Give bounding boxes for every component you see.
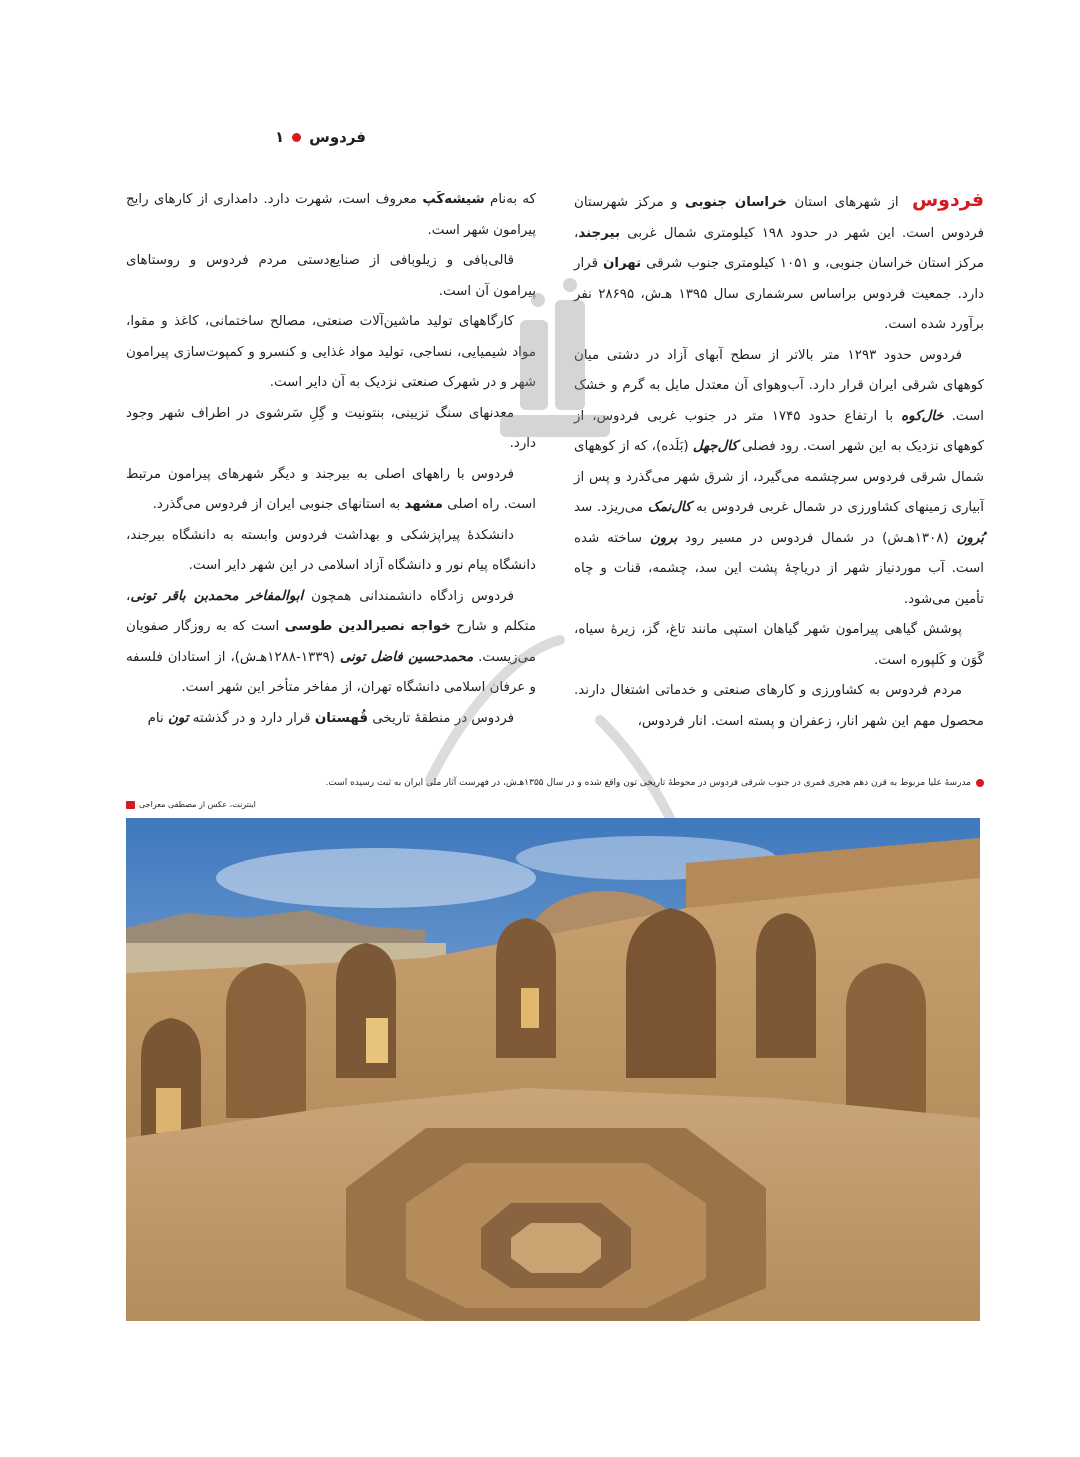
paragraph	[126, 582, 536, 704]
running-header	[126, 124, 366, 150]
italic-term: بُرون	[956, 530, 985, 546]
paragraph	[126, 460, 536, 521]
paragraph	[574, 615, 984, 676]
bold-term: مشهد	[404, 497, 443, 512]
page-number: ۱	[274, 128, 285, 146]
paragraph	[574, 676, 984, 737]
left-text-column	[126, 185, 536, 734]
text-run: و مرکز شهرستان فردوس است. این شهر در حدود ۱۹۸ کیلومتری شمال غربی	[574, 195, 984, 241]
text-run: با ارتفاع حدود ۱۷۴۵ متر در جنوب غربی فردوس، از کوههای نزدیک به این شهر است. رود فصلی	[574, 408, 984, 454]
bold-term: خراسان جنوبی	[684, 195, 787, 210]
text-run: معدنهای سنگ تزیینی، بنتونیت و گِلِ سَرشوی در اطراف شهر وجود دارد.	[126, 405, 536, 451]
text-run: است که به روزگار صفویان می‌زیست.	[126, 619, 536, 665]
text-run: ، مرکز استان خراسان جنوبی، و ۱۰۵۱ کیلومتری جنوب شرقی	[574, 225, 985, 271]
paragraph	[126, 521, 536, 582]
italic-term: برون	[649, 530, 678, 546]
text-run: نام	[147, 710, 168, 726]
italic-term: کال‌جهل	[692, 439, 738, 454]
text-run: پوشش گیاهی پیرامون شهر گیاهان استپی مانند تاغ، گز، زیرهٔ سیاه، گَوَن و کَلپوره است.	[574, 622, 984, 668]
text-run: قرار دارد و در گذشته	[188, 710, 315, 726]
entry-headword: فردوس	[911, 189, 985, 211]
italic-term: خال‌کوه	[901, 408, 944, 424]
text-run: ، متکلم و شارح	[126, 588, 536, 634]
text-run: که به‌نام	[484, 192, 536, 207]
photo-caption	[126, 778, 984, 788]
text-run: می‌ریزد. سد	[574, 500, 648, 515]
text-run: به استانهای جنوبی ایران از فردوس می‌گذرد.	[152, 497, 405, 512]
bold-term: خواجه نصیرالدین طوسی	[284, 619, 451, 634]
paragraph	[574, 185, 984, 341]
text-run: فردوس حدود ۱۲۹۳ متر بالاتر از سطح آبهای آزاد در دشتی میان کوههای شرقی ایران قرار دارد. آب‌وهوای آن معتدل مایل به گرم و خشک است.	[574, 347, 984, 424]
madrasa-photo	[126, 818, 980, 1321]
text-run: ساخته شده است. آب موردنیاز شهر از دریاچهٔ پشت این سد، چشمه، قنات و چاه تأمین می‌شود.	[574, 530, 984, 607]
header-title: فردوس	[309, 128, 366, 146]
text-run: فردوس در منطقهٔ تاریخی	[368, 710, 514, 726]
credit-text: اینترنت، عکس از مصطفی معراجی	[139, 800, 256, 809]
text-run: (بَلَده)، که از کوههای شمال شرقی فردوس سرچشمه می‌گیرد، از شرق شهر می‌گذرد و پس از آبیاری زمینهای کشاورزی در شمال غربی فردوس به	[574, 439, 984, 515]
italic-term: محمدحسین فاضل تونی	[339, 649, 474, 665]
red-dot-icon	[292, 133, 301, 142]
caption-text: مدرسهٔ علیا مربوط به قرن دهم هجری قمری در جنوب شرقی فردوس در محوطهٔ تاریخی تون واقع شده و در سال ۱۳۵۵هـ‌ش، در فهرست آثار ملی ایران به ثبت رسیده است.	[325, 778, 971, 788]
paragraph	[126, 704, 536, 735]
text-run: مردم فردوس به کشاورزی و کارهای صنعتی و خدماتی اشتغال دارند. محصول مهم این شهر انار، زعفران و پسته است. انار فردوس،	[574, 683, 984, 729]
paragraph	[126, 246, 536, 307]
red-dot-icon	[976, 779, 984, 787]
italic-term: تون	[167, 710, 189, 726]
bold-term: تهران	[602, 256, 642, 271]
text-run: قالی‌بافی و زیلوبافی از صنایع‌دستی مردم فردوس و روستاهای پیرامون آن است.	[126, 253, 536, 299]
bold-term: شیشه‌کَپ	[422, 192, 485, 207]
photo-credit	[126, 800, 426, 809]
courtyard-illustration	[126, 818, 980, 1321]
text-run: دانشکدهٔ پیراپزشکی و بهداشت فردوس وابسته به دانشگاه بیرجند، دانشگاه پیام نور و دانشگاه آزاد اسلامی در این شهر دایر است.	[126, 527, 536, 573]
paragraph	[126, 399, 536, 460]
bold-term: بیرجند	[578, 225, 621, 241]
camera-icon	[126, 801, 135, 809]
paragraph	[126, 307, 536, 399]
text-run: فردوس زادگاه دانشمندانی همچون	[303, 588, 514, 604]
text-run: (۱۳۰۸هـ‌ش) در شمال فردوس در مسیر رود	[677, 530, 957, 546]
bold-term: قُهستان	[314, 710, 369, 726]
text-run: کارگاههای تولید ماشین‌آلات صنعتی، مصالح ساختمانی، کاغذ و مقوا، مواد شیمیایی، نساجی، تولید مواد غذایی و کنسرو و کمپوت‌سازی پیرامون شهر و در شهرک صنعتی نزدیک به آن دایر است.	[126, 314, 536, 390]
paragraph-body	[574, 195, 984, 332]
text-run: از شهرهای استان	[786, 195, 906, 210]
right-text-column	[574, 185, 984, 737]
italic-term: ابوالمفاخر محمدبن باقر تونی	[130, 588, 304, 604]
text-run: معروف است، شهرت دارد. دامداری از کارهای رایج پیرامون شهر است.	[126, 192, 536, 238]
text-run: قرار دارد. جمعیت فردوس براساس سرشماری سال ۱۳۹۵ هـ‌ش، ۲۸۶۹۵ نفر برآورد شده است.	[574, 256, 985, 332]
italic-term: کال‌نمک	[647, 500, 692, 515]
text-run: (۱۳۳۹-۱۲۸۸هـ‌ش)، از استادان فلسفه و عرفان اسلامی دانشگاه تهران، از مفاخر متأخر این شهر است.	[126, 649, 536, 695]
paragraph	[126, 185, 536, 246]
text-run: فردوس با راههای اصلی به بیرجند و دیگر شهرهای پیرامون مرتبط است. راه اصلی	[126, 466, 536, 512]
paragraph	[574, 341, 984, 616]
